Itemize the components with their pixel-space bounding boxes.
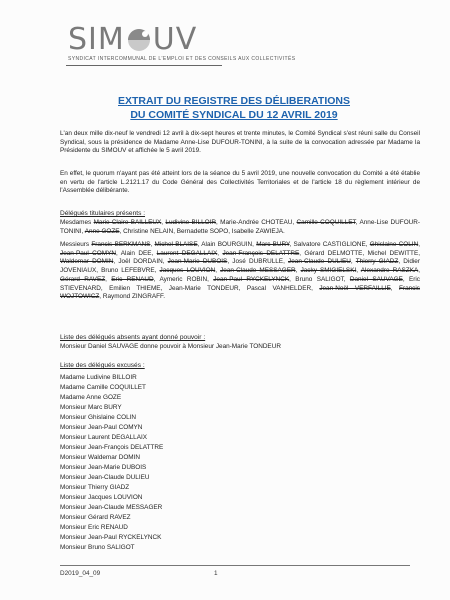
excused-item: Madame Ludivine BILLOIR [60,374,137,381]
name-text: , Aymeric ROBIN, [153,275,214,283]
name-text: , [350,258,356,266]
excused-item: Monsieur Jean-Paul COMYN [60,424,143,431]
excused-item: Monsieur Jacques LOUVION [60,494,143,501]
name-text: Mesdames [60,219,94,226]
name-text: , José DUBRULLE, [227,258,289,266]
excused-item: Monsieur Thierry GIADZ [60,484,130,491]
excused-item: Monsieur Eric RENAUD [60,524,128,531]
name-text: , Anne-Lise DUFOUR-TONINI, [60,219,421,235]
title-line-2: DU COMITÉ SYNDICAL DU 12 AVRIL 2019 [130,109,338,121]
struck-name: Marc BURY [256,241,290,248]
struck-name: Thierry GIADZ [355,258,399,266]
logo-text-right: UV [152,22,198,57]
struck-name: Michel BLAISE [154,241,198,248]
name-text: , [295,267,301,275]
name-text: , Gérard DELMOTTE, Michel DEWITTE, [299,249,420,257]
excused-item: Madame Anne GOZE [60,394,122,401]
struck-name: Jean-Claude MESSAGER [220,267,296,275]
name-text: , [161,219,166,226]
mesdames-list [60,219,420,236]
simouv-logo [68,22,197,57]
struck-name: Laurent DEGALLAIX [156,249,218,257]
name-text: , Eric STIEVENARD, Emilien THIEME, Jean-Marie TONDEUR, Pascal VANHELDER, [60,275,420,292]
name-text: , [390,284,400,292]
excused-item: Monsieur Jean-Paul RYCKELYNCK [60,534,162,541]
titulaires-heading: Délégués titulaires présents : [60,210,146,217]
header-divider [66,65,222,66]
struck-name: Jean-Claude DULIEU [288,258,351,266]
quorum-paragraph: En effet, le quorum n'ayant pas été atteint lors de la séance du 5 avril 2019, une nouvelle convocation du Comité a été établie en vertu de l'article L.2121.17 du Code Général des Collectivités Territoriales et de l'article 18 du règlement intérieur de l'Assemblée délibérante. [60,170,420,195]
messieurs-list [60,241,420,302]
struck-name: Jean-Marie DUBOIS [167,258,228,266]
struck-name: Gérard RAVEZ [60,275,106,283]
struck-name: Jean-Paul RYCKELYNCK [213,275,290,283]
struck-name: Ghislaine COLIN [369,241,419,248]
name-text: , [418,241,420,248]
name-text: , Alain DEE, [115,249,157,257]
excused-item: Monsieur Gérard RAVEZ [60,514,131,521]
excused-item: Monsieur Jean-Marie DUBOIS [60,464,147,471]
name-text: , [217,249,223,257]
document-title [60,94,408,122]
excuses-heading: Liste des délégués excusés : [60,362,145,369]
name-text: , [105,275,112,283]
page-number: 1 [214,570,218,577]
struck-name: Anne GOZE [84,227,120,235]
excused-item: Monsieur Laurent DEGALLAIX [60,434,148,441]
struck-name: Ludivine BILLOIR [165,219,217,226]
name-text: , [150,241,155,248]
name-text: , [356,267,361,275]
excused-item: Monsieur Jean-Claude MESSAGER [60,504,163,511]
struck-name: Jacky SMIGIELSKI [300,267,357,275]
excused-item: Monsieur Waldemar DOMIN [60,454,141,461]
struck-name: Jean-Noël VERFAILLIE [319,284,391,292]
struck-name: Eric RENAUD [111,275,154,283]
excused-item: Monsieur Ghislaine COLIN [60,414,137,421]
excused-item: Monsieur Jean-François DELATTRE [60,444,164,451]
name-text: , Bruno SALIGOT, [289,275,350,283]
name-text: , Raymond ZINGRAFF. [99,293,165,301]
struck-name: Marie-Claire BAILLEUX [93,219,162,226]
excused-item: Madame Camille COQUILLET [60,384,146,391]
struck-name: Camille COQUILLET [296,219,356,226]
name-text: , Salvatore CASTIGLIONE, [289,241,370,248]
struck-name: Waldemar DOMIN [60,258,114,266]
name-text: , [215,267,221,275]
footer-reference: D2019_04_09 [60,570,101,577]
name-text: Messieurs [60,241,92,248]
excused-item: Monsieur Marc BURY [60,404,122,411]
pouvoir-text: Monsieur Daniel SAUVAGE donne pouvoir à Monsieur Jean-Marie TONDEUR [60,343,281,350]
pouvoir-heading: Liste des délégués absents ayant donné pouvoir : [60,334,206,341]
excused-item: Monsieur Bruno SALIGOT [60,544,135,551]
struck-name: Jean-François DELATTRE [222,249,300,257]
name-text: , Alain BOURGUIN, [197,241,257,248]
footer-divider [60,565,410,566]
excused-item: Monsieur Jean-Claude DULIEU [60,474,150,481]
name-text: , [418,267,420,275]
title-line-1: EXTRAIT DU REGISTRE DES DÉLIBERATIONS [118,95,350,107]
struck-name: Daniel SAUVAGE [349,275,403,283]
struck-name: Alexandre RASZKA [360,267,419,275]
name-text: , Christine NELAIN, Bernadette SOPO, Isabelle ZAWIEJA. [119,227,285,235]
struck-name: Jacques LOUVION [159,267,216,275]
name-text: , Didier JOVENIAUX, Bruno LEFEBVRE, [60,258,420,275]
name-text: , Marie-Andrée CHOTEAU, [216,219,297,226]
logo-circle-icon [126,27,152,53]
excuses-list [60,373,280,553]
logo-tagline: SYNDICAT INTERCOMMUNAL DE L'EMPLOI ET DES CONSEILS AUX COLLECTIVITÉS [68,56,296,62]
logo-text-left: SIM [68,22,125,57]
struck-name: Francis BERKMANS [91,241,151,248]
intro-paragraph: L'an deux mille dix-neuf le vendredi 12 avril à dix-sept heures et trente minutes, le Comité Syndical s'est réuni salle du Conseil Syndical, sous la présidence de Madame Anne-Lise DUFOUR-TONINI, à la suite de la convocation adressée par Madame la Présidente du SIMOUV et affichée le 5 avril 2019. [60,130,420,155]
struck-name: Francis WOJTOWICZ [60,284,420,301]
struck-name: Jean-Paul COMYN [60,249,116,257]
name-text: , Joël DORDAIN, [113,258,168,266]
